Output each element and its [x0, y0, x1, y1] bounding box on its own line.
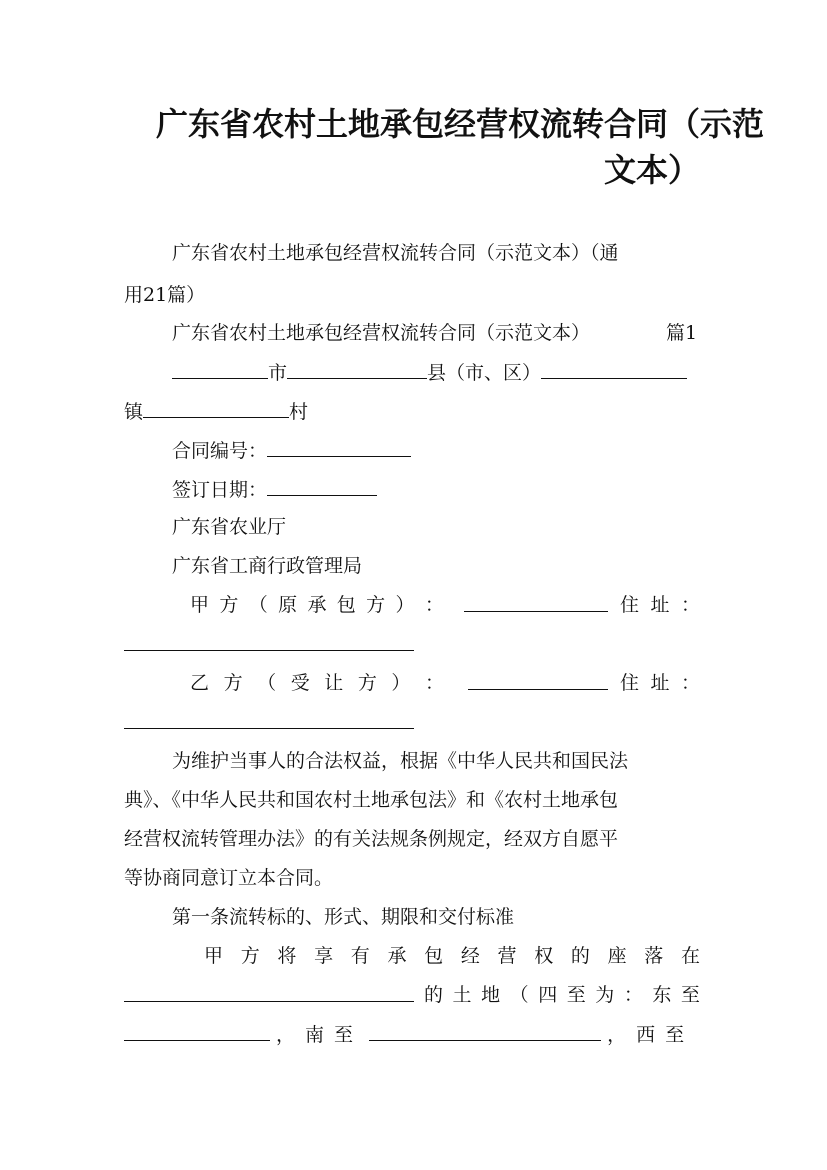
- article-1-line2-char: 四: [538, 984, 558, 1006]
- article-1-line1-char: 落: [644, 945, 664, 967]
- article-1-line1-char: 方: [240, 945, 260, 967]
- para1-line3: 经营权流转管理办法》的有关法规条例规定，经双方自愿平: [124, 828, 619, 850]
- article-1-line1-char: 的: [570, 945, 590, 967]
- sign-date-line: [172, 477, 377, 502]
- party-b-char: 乙: [190, 672, 210, 694]
- article-1-line1-char: 有: [350, 945, 370, 967]
- contract-number-line: [172, 438, 411, 463]
- party-a-char: （: [248, 594, 268, 616]
- county-blank: [287, 360, 427, 379]
- article-1-line1-char: 承: [387, 945, 407, 967]
- article-1-line1-char: 享: [314, 945, 334, 967]
- east-boundary-blank: [124, 1022, 270, 1041]
- party-a-address-blank: [124, 632, 414, 651]
- party-a-char: 原: [278, 594, 298, 616]
- party-b-char: 方: [357, 672, 377, 694]
- contract-number-blank: [267, 438, 411, 457]
- article-1-line2-char: 的: [424, 984, 444, 1006]
- article-1-line1-char: 将: [277, 945, 297, 967]
- a1-l2-blank-wrap: [124, 983, 414, 1008]
- party-b-char: 受: [290, 672, 310, 694]
- party-b-label: [190, 671, 444, 695]
- party-b-blank: [468, 671, 608, 690]
- sign-date-label: 签订日期：: [172, 479, 268, 501]
- party-b-char: 方: [223, 672, 243, 694]
- article-1-line2-char: 土: [452, 984, 472, 1006]
- party-b-char: ：: [424, 672, 444, 694]
- city-label: 市: [268, 362, 288, 384]
- address-a-char: 址: [650, 594, 670, 616]
- west-label: ，西至: [607, 1024, 695, 1046]
- party-a-address-blank-wrap: [124, 632, 414, 657]
- party-a-blank: [464, 593, 608, 612]
- para1-line2: 典》、《中华人民共和国农村土地承包法》和《农村土地承包: [124, 789, 619, 811]
- party-b-char: （: [257, 672, 277, 694]
- article-1-line1-char: 经: [460, 945, 480, 967]
- intro-line2: 用21篇）: [124, 284, 206, 306]
- article-1-line1-char: 权: [534, 945, 554, 967]
- article-number: 篇1: [666, 322, 698, 344]
- address-a-char: ：: [680, 594, 700, 616]
- party-a-char: 方: [219, 594, 239, 616]
- party-b-char: ）: [391, 672, 411, 694]
- county-label: 县（市、区）: [427, 362, 542, 384]
- article-1-line2-char: 地: [481, 984, 501, 1006]
- article-1-line1-char: 包: [424, 945, 444, 967]
- address-b-char: ：: [680, 672, 700, 694]
- article-1-line1-char: 甲: [204, 945, 224, 967]
- document-title-line1: 广东省农村土地承包经营权流转合同（示范: [155, 105, 764, 143]
- village-blank: [143, 399, 289, 418]
- issuer-1: 广东省农业厅: [172, 516, 287, 538]
- issuer-2: 广东省工商行政管理局: [172, 555, 363, 577]
- town-label: 镇: [124, 401, 144, 423]
- address-line: [172, 360, 687, 385]
- article-1-line1-char: 座: [607, 945, 627, 967]
- article-1-heading: 第一条流转标的、形式、期限和交付标准: [172, 906, 515, 928]
- party-a-char: 甲: [190, 594, 210, 616]
- article-1-line2-char: 为: [595, 984, 615, 1006]
- article-1-line1-char: 在: [680, 945, 700, 967]
- article-1-line3: [124, 1022, 694, 1047]
- south-boundary-blank: [369, 1022, 601, 1041]
- article-1-line2-char: 东: [652, 984, 672, 1006]
- para1-line4: 等协商同意订立本合同。: [124, 867, 334, 889]
- para1-line1: 为维护当事人的合法权益，根据《中华人民共和国民法: [172, 750, 629, 772]
- address-a-char: 住: [620, 594, 640, 616]
- village-label: 村: [289, 401, 309, 423]
- city-blank: [172, 360, 268, 379]
- party-b-address-blank: [124, 710, 414, 729]
- party-a-char: 包: [336, 594, 356, 616]
- article-1-line2-char: 至: [680, 984, 700, 1006]
- town-blank-1: [541, 360, 687, 379]
- party-a-char: 方: [366, 594, 386, 616]
- article-1-line2: [424, 983, 700, 1007]
- intro-line1: 广东省农村土地承包经营权流转合同（示范文本）（通: [172, 242, 619, 264]
- address-b-char: 址: [650, 672, 670, 694]
- article-1-line2-char: 至: [566, 984, 586, 1006]
- sign-date-blank: [267, 477, 377, 496]
- party-a-char: 承: [307, 594, 327, 616]
- land-location-blank: [124, 983, 414, 1002]
- party-b-blank-wrap: [468, 671, 608, 696]
- south-label: ，南至: [276, 1024, 364, 1046]
- party-b-address-blank-wrap: [124, 710, 414, 735]
- party-b-address-label: [620, 671, 700, 695]
- address-b-char: 住: [620, 672, 640, 694]
- article-heading: 广东省农村土地承包经营权流转合同（示范文本）: [172, 322, 591, 344]
- article-1-line1: [204, 944, 700, 968]
- party-a-blank-wrap: [464, 593, 608, 618]
- article-1-line2-char: （: [509, 984, 529, 1006]
- party-a-address-label: [620, 593, 700, 617]
- document-title-line2: 文本）: [603, 151, 700, 189]
- contract-number-label: 合同编号：: [172, 440, 268, 462]
- article-1-line1-char: 营: [497, 945, 517, 967]
- party-a-char: ）: [395, 594, 415, 616]
- party-a-char: ：: [424, 594, 444, 616]
- party-b-char: 让: [324, 672, 344, 694]
- party-a-label: [190, 593, 444, 617]
- article-1-line2-char: ：: [623, 984, 643, 1006]
- address-line-2: [124, 399, 308, 424]
